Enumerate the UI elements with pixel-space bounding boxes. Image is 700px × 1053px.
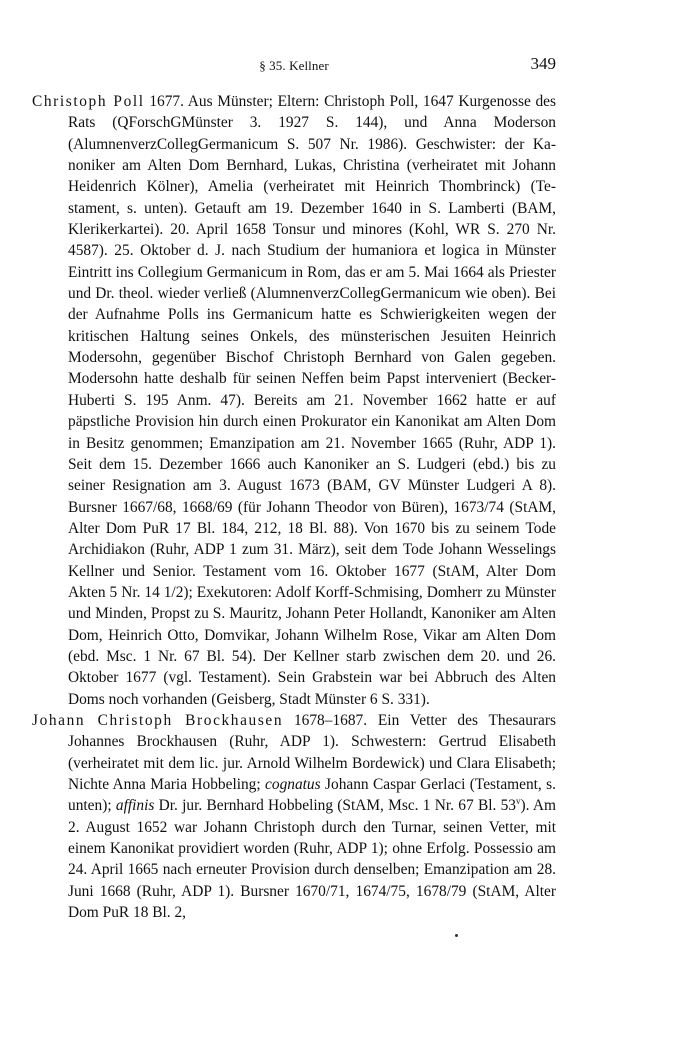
entry-name: Johann Christoph Brockhausen bbox=[32, 711, 284, 729]
entry-name: Christoph Poll bbox=[32, 93, 145, 110]
entry-christoph-poll bbox=[32, 91, 556, 710]
entry-johann-christoph-brockhausen bbox=[32, 710, 556, 923]
entry-text: 1677. Aus Münster; Eltern: Christoph Poll, 1647 Kurgenosse des Rats (QForschGMünster 3. 1927 S. 144), und Anna Moderson (AlumnenverzCollegGermanicum S. 507 Nr. 1986). Geschwister: der Kanoniker am Alten Dom Bernhard, Lukas, Christina (verheiratet mit Johann Heidenrich Kölner), Amelia (verheiratet mit Heinrich Thombrinck) (Testament, s. unten). Getauft am 19. Dezember 1640 in S. Lamberti (BAM, Klerikerkartei). 20. April 1658 Tonsur und minores (Kohl, WR S. 270 Nr. 4587). 25. Oktober d. J. nach Studium der humaniora et logica in Münster Eintritt ins Collegium Germanicum in Rom, das er am 5. Mai 1664 als Priester und Dr. theol. wieder verließ (AlumnenverzCollegGermanicum wie oben). Bei der Aufnahme Polls ins Germanicum hatte es Schwierigkeiten wegen der kritischen Haltung seines Onkels, des münsterischen Jesuiten Heinrich Modersohn, gegenüber Bischof Christoph Bernhard von Galen gegeben. Modersohn hatte deshalb für seinen Neffen beim Papst interveniert (Becker-Huberti S. 195 Anm. 47). Bereits am 21. November 1662 hatte er auf päpstliche Provision hin durch einen Prokurator ein Kanonikat am Alten Dom in Besitz genommen; Emanzipation am 21. November 1665 (Ruhr, ADP 1). Seit dem 15. Dezember 1666 auch Kanoniker an S. Ludgeri (ebd.) bis zu seiner Resignation am 3. August 1673 (BAM, GV Münster Ludgeri A 8). Bursner 1667/68, 1668/69 (für Johann Theodor von Büren), 1673/74 (StAM, Alter Dom PuR 17 Bl. 184, 212, 18 Bl. 88). Von 1670 bis zu seinem Tode Archidiakon (Ruhr, ADP 1 zum 31. März), seit dem Tode Johann Wesselings Kellner und Senior. Testament vom 16. Oktober 1677 (StAM, Alter Dom Akten 5 Nr. 14 1/2); Exekutoren: Adolf Korff-Schmising, Domherr zu Münster und Minden, Propst zu S. Mauritz, Johann Peter Hollandt, Kanoniker am Alten Dom, Heinrich Otto, Domvikar, Johann Wilhelm Rose, Vikar am Alten Dom (ebd. Msc. 1 Nr. 67 Bl. 54). Der Kellner starb zwischen dem 20. und 26. Oktober 1677 (vgl. Testament). Sein Grabstein war bei Abbruch des Alten Doms noch vorhanden (Geisberg, Stadt Münster 6 S. 331). bbox=[68, 93, 556, 708]
entry-text: 1678–1687. Ein Vetter des Thesaurars Johannes Brockhausen (Ruhr, ADP 1). Schwestern: Gertrud Elisabeth (verheiratet mit dem lic. jur. Arnold Wilhelm Bordewick) und Clara Elisabeth; Nichte Anna Maria Hobbeling; cognatus Johann Caspar Gerlaci (Testament, s. unten); affinis Dr. jur. Bernhard Hobbeling (StAM, Msc. 1 Nr. 67 Bl. 53$^v$). Am 2. August 1652 war Johann Christoph durch den Turnar, seinen Vetter, mit einem Kanonikat providiert worden (Ruhr, ADP 1); ohne Erfolg. Possessio am 24. April 1665 nach erneuter Provision durch denselben; Emanzipation am 28. Juni 1668 (Ruhr, ADP 1). Bursner 1670/71, 1674/75, 1678/79 (StAM, Alter Dom PuR 18 Bl. 2, bbox=[68, 711, 556, 922]
running-header bbox=[32, 52, 556, 76]
page-body bbox=[32, 91, 556, 923]
page-number: 349 bbox=[530, 54, 556, 73]
stray-mark bbox=[455, 934, 458, 937]
section-title: § 35. Kellner bbox=[259, 58, 329, 73]
